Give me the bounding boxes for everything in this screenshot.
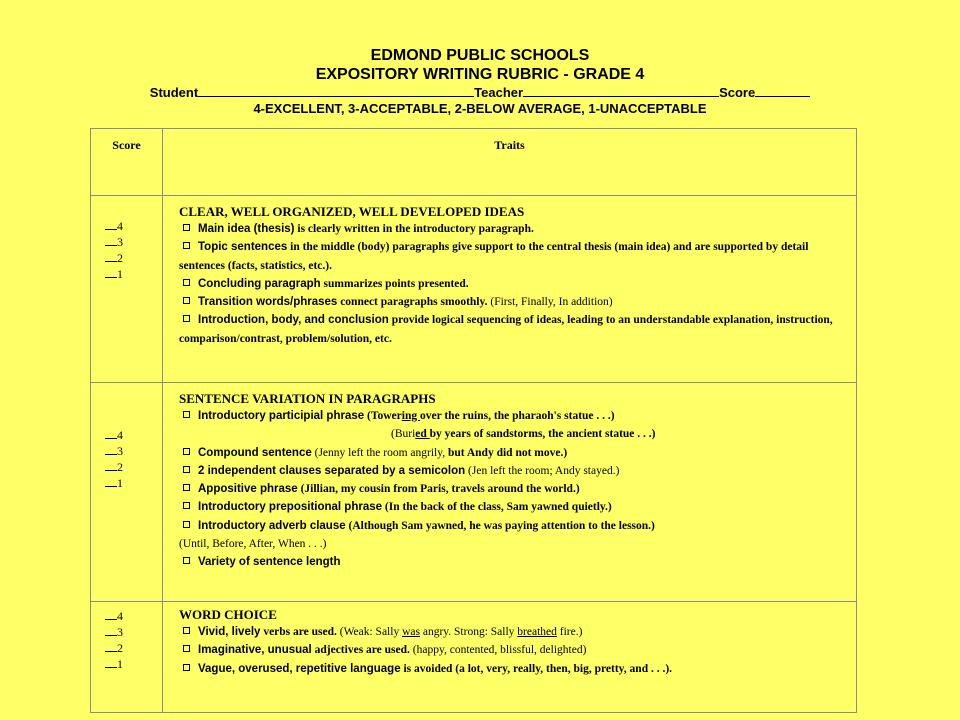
checkbox-icon [183, 557, 190, 564]
checkbox-icon [183, 224, 190, 231]
rubric-header [0, 46, 960, 117]
score-option[interactable]: 2 [105, 459, 162, 475]
score-option[interactable]: 3 [105, 234, 162, 250]
checkbox-icon [183, 502, 190, 509]
traits-column-header: Traits [163, 129, 857, 196]
trait-title: CLEAR, WELL ORGANIZED, WELL DEVELOPED IDEAS [179, 204, 525, 219]
trait-item: Introduction, body, and conclusion provide logical sequencing of ideas, leading to an understandable explanation, instruction, comparison/contrast, problem/solution, etc. [179, 314, 833, 345]
score-option[interactable]: 1 [105, 266, 162, 282]
score-cell [91, 602, 163, 713]
trait-item: Concluding paragraph summarizes points presented. [179, 275, 850, 293]
score-option[interactable]: 2 [105, 250, 162, 266]
checkbox-icon [183, 315, 190, 322]
trait-item: Vivid, lively verbs are used. (Weak: Sally was angry. Strong: Sally breathed fire.) [179, 623, 850, 641]
checkbox-icon [183, 279, 190, 286]
traits-cell [163, 602, 857, 713]
checkbox-icon [183, 466, 190, 473]
score-option[interactable]: 3 [105, 443, 162, 459]
checkbox-icon [183, 448, 190, 455]
trait-item: Variety of sentence length [179, 553, 850, 571]
score-cell [91, 196, 163, 383]
student-field[interactable] [198, 85, 474, 97]
checkbox-icon [183, 411, 190, 418]
table-row [91, 383, 857, 602]
table-row [91, 196, 857, 383]
checkbox-icon [183, 645, 190, 652]
info-line [0, 85, 960, 101]
score-option[interactable]: 4 [105, 427, 162, 443]
trait-item: Introductory prepositional phrase (In the back of the class, Sam yawned quietly.) [179, 498, 850, 516]
checkbox-icon [183, 484, 190, 491]
trait-item-note: (Until, Before, After, When . . .) [179, 538, 327, 551]
scale-legend: 4-EXCELLENT, 3-ACCEPTABLE, 2-BELOW AVERAGE, 1-UNACCEPTABLE [253, 101, 707, 116]
score-option[interactable]: 4 [105, 608, 162, 624]
trait-item-example: (Buried by years of sandstorms, the ancient statue . . .) [391, 428, 656, 441]
trait-item: Vague, overused, repetitive language is avoided (a lot, very, really, then, big, pretty, and . . .). [179, 660, 850, 678]
table-header-row [91, 129, 857, 196]
checkbox-icon [183, 521, 190, 528]
trait-item: Introductory adverb clause (Although Sam yawned, he was paying attention to the lesson.) [179, 517, 850, 535]
trait-item: Main idea (thesis) is clearly written in the introductory paragraph. [179, 220, 850, 238]
score-option[interactable]: 2 [105, 640, 162, 656]
trait-item: Introductory participial phrase (Towering over the ruins, the pharaoh's statue . . .) [179, 407, 850, 425]
trait-item: Transition words/phrases connect paragraphs smoothly. (First, Finally, In addition) [179, 293, 850, 311]
traits-cell [163, 196, 857, 383]
score-option[interactable]: 1 [105, 656, 162, 672]
score-label: Score [719, 85, 756, 100]
trait-item: Appositive phrase (Jillian, my cousin from Paris, travels around the world.) [179, 480, 850, 498]
district-title: EDMOND PUBLIC SCHOOLS [370, 47, 590, 64]
trait-title: WORD CHOICE [179, 607, 277, 622]
student-label: Student [149, 85, 199, 100]
score-option[interactable]: 4 [105, 218, 162, 234]
score-option[interactable]: 1 [105, 475, 162, 491]
trait-item: Imaginative, unusual adjectives are used. (happy, contented, blissful, delighted) [179, 641, 850, 659]
score-option[interactable]: 3 [105, 624, 162, 640]
teacher-field[interactable] [523, 85, 719, 97]
checkbox-icon [183, 664, 190, 671]
score-field[interactable] [755, 85, 810, 97]
trait-item: Topic sentences in the middle (body) paragraphs give support to the central thesis (main idea) and are supported by detail sentences (facts, statistics, etc.). [179, 241, 809, 272]
trait-title: SENTENCE VARIATION IN PARAGRAPHS [179, 391, 436, 406]
trait-item: Compound sentence (Jenny left the room angrily, but Andy did not move.) [179, 444, 850, 462]
checkbox-icon [183, 297, 190, 304]
rubric-table [90, 128, 857, 713]
table-row [91, 602, 857, 713]
score-column-header: Score [91, 129, 163, 196]
trait-item: 2 independent clauses separated by a semicolon (Jen left the room; Andy stayed.) [179, 462, 850, 480]
teacher-label: Teacher [474, 85, 524, 100]
rubric-title: EXPOSITORY WRITING RUBRIC - GRADE 4 [315, 66, 645, 83]
score-cell [91, 383, 163, 602]
traits-cell [163, 383, 857, 602]
checkbox-icon [183, 242, 190, 249]
checkbox-icon [183, 627, 190, 634]
